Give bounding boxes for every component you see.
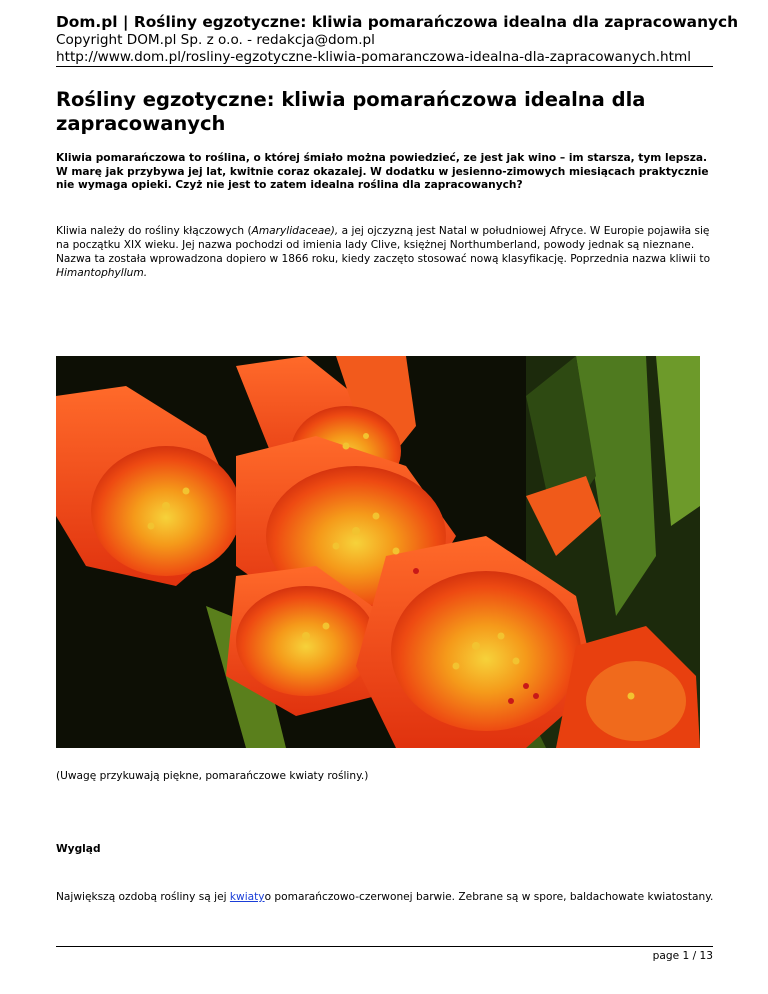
paragraph-text: Największą ozdobą rośliny są jej [56,891,230,903]
flower-image [56,356,700,748]
document-header [56,12,739,66]
photo-caption: (Uwagę przykuwają piękne, pomarańczowe kwiaty rośliny.) [56,770,369,782]
clivia-flower-photo [56,356,700,748]
article-paragraph [56,224,716,280]
paragraph-text: Kliwia należy do rośliny kłączowych ( [56,225,252,237]
latin-family-name: Amarylidaceae), [251,225,339,237]
header-title: Dom.pl | Rośliny egzotyczne: kliwia pomarańczowa idealna dla zapracowanych [56,13,739,31]
article-lead: Kliwia pomarańczowa to roślina, o której śmiało można powiedzieć, ze jest jak wino – im starsza, tym lepsza. W marę jak przybywa jej lat, kwitnie coraz okazalej. W dodatku w jesienno-zimowych miesiącach praktycznie nie wymaga opieki. Czyż nie jest to zatem idealna roślina dla zapracowanych? [56,152,709,191]
section-heading: Wygląd [56,843,101,855]
latin-former-name: Himantophyllum. [56,267,148,279]
article-title: Rośliny egzotyczne: kliwia pomarańczowa idealna dla zapracowanych [56,88,646,135]
header-divider [56,66,713,67]
appearance-paragraph [56,891,716,904]
header-copyright: Copyright DOM.pl Sp. z o.o. - redakcja@dom.pl [56,32,375,48]
page-number: page 1 / 13 [652,950,713,962]
header-url: http://www.dom.pl/rosliny-egzotyczne-kliwia-pomaranczowa-idealna-dla-zapracowanych.html [56,49,691,65]
paragraph-text: o pomarańczowo-czerwonej barwie. Zebrane są w spore, baldachowate kwiatostany. [264,891,714,903]
paragraph-text: a jej ojczyzną jest Natal w południowej Afryce. W Europie pojawiła się na początku XIX wieku. Jej nazwa pochodzi od imienia lady Clive, księżnej Northumberland, powody jednak są nieznane. Nazwa ta została wprowadzona dopiero w 1866 roku, kiedy zaczęto stosować nową klasyfikację. Poprzednia nazwa kliwii to [56,225,711,265]
flowers-link[interactable]: kwiaty [229,891,265,903]
footer-divider [56,946,713,947]
